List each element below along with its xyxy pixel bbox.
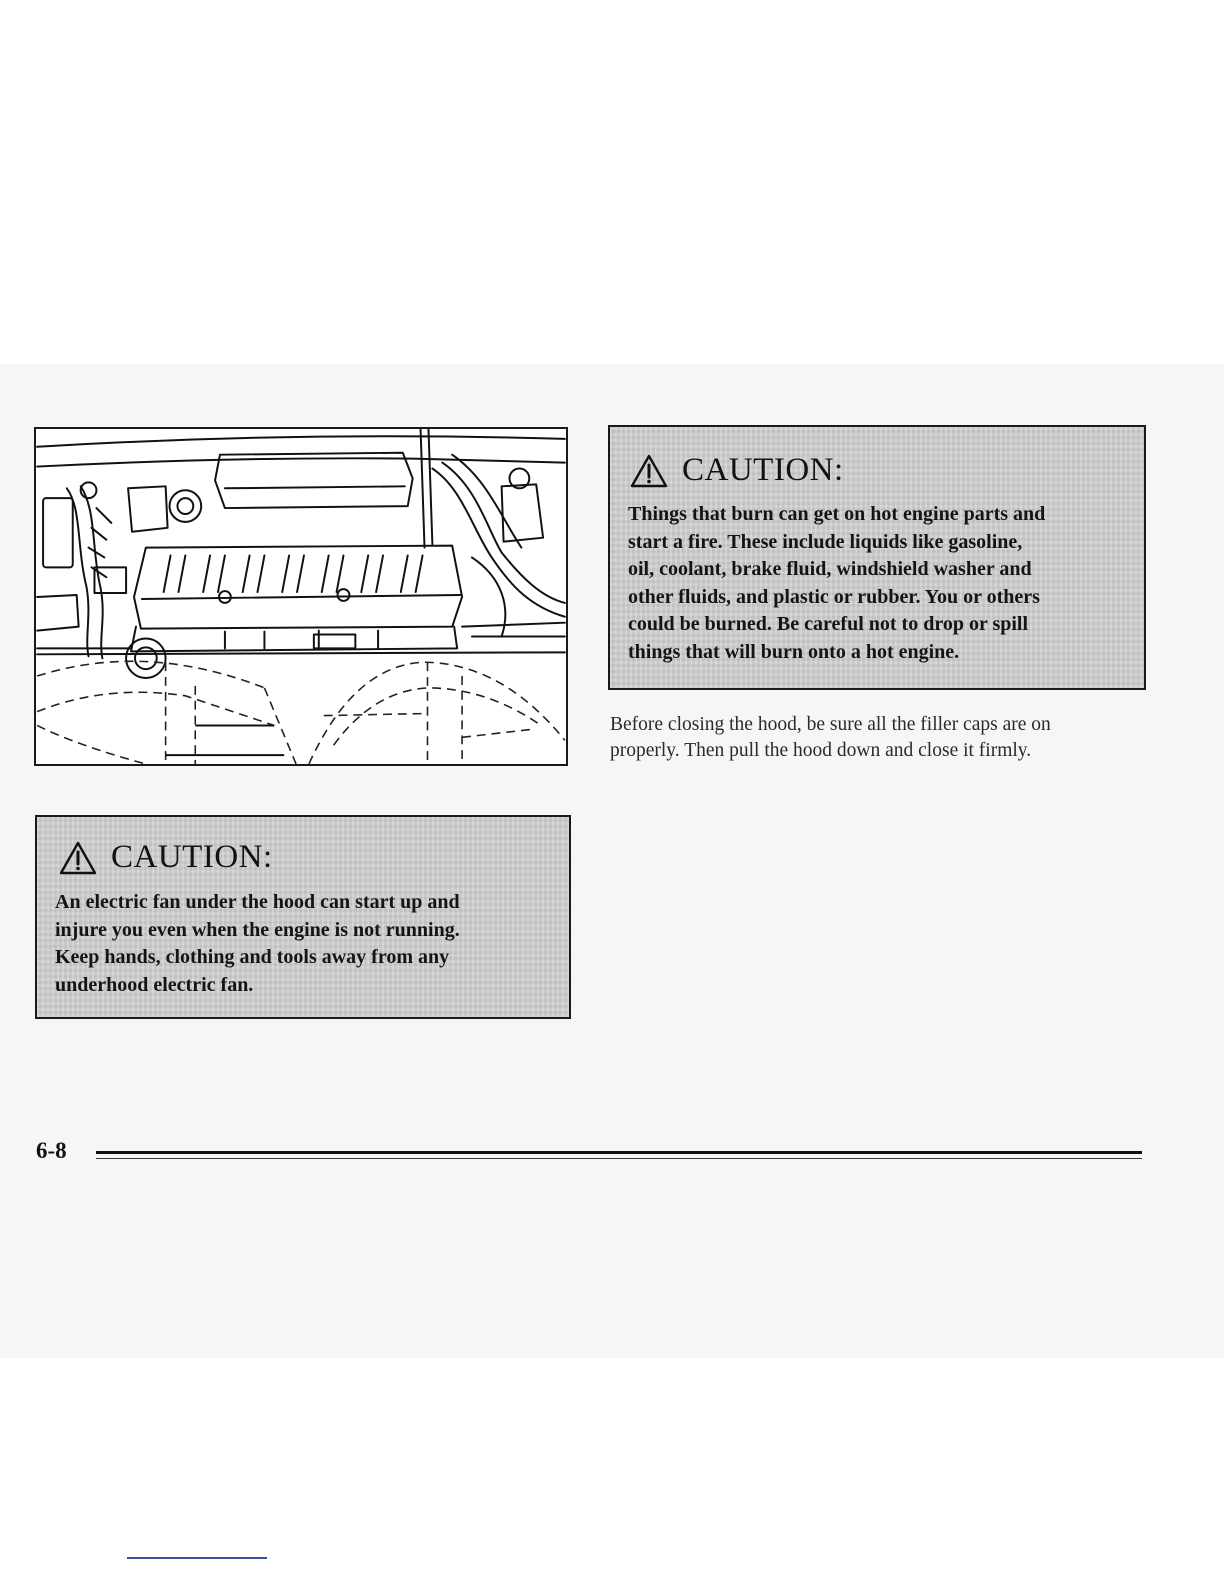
caution-line: other fluids, and plastic or rubber. You or others — [628, 585, 1040, 608]
caution-line: injure you even when the engine is not running. — [55, 918, 460, 941]
body-line: Before closing the hood, be sure all the filler caps are on — [610, 714, 1051, 735]
engine-drawing-icon — [36, 429, 566, 764]
caution-line: things that will burn onto a hot engine. — [628, 640, 960, 663]
caution-box-fire-hazard — [608, 425, 1146, 690]
caution-heading — [59, 839, 273, 876]
caution-body-text — [628, 501, 1133, 666]
caution-line: start a fire. These include liquids like gasoline, — [628, 530, 1023, 553]
caution-heading-text: CAUTION: — [682, 452, 844, 488]
caution-line: underhood electric fan. — [55, 973, 254, 996]
warning-triangle-icon — [630, 454, 668, 488]
body-line: properly. Then pull the hood down and close it firmly. — [610, 740, 1032, 761]
caution-box-electric-fan — [35, 815, 571, 1019]
caution-heading — [630, 452, 844, 489]
caution-line: An electric fan under the hood can start up and — [55, 891, 460, 913]
caution-line: Things that burn can get on hot engine parts and — [628, 503, 1046, 525]
caution-heading-text: CAUTION: — [111, 839, 273, 875]
caution-body-text — [55, 889, 565, 999]
warning-triangle-icon — [59, 841, 97, 875]
page-number: 6-8 — [36, 1138, 67, 1163]
hood-closing-instructions — [610, 712, 1155, 764]
caution-line: oil, coolant, brake fluid, windshield washer and — [628, 558, 1032, 580]
footer-rule-thin — [96, 1158, 1142, 1159]
bottom-link-underline[interactable] — [127, 1557, 267, 1559]
footer-rule — [96, 1151, 1142, 1161]
footer-rule-thick — [96, 1151, 1142, 1154]
engine-compartment-illustration — [34, 427, 568, 766]
caution-line: Keep hands, clothing and tools away from any — [55, 946, 450, 968]
caution-line: could be burned. Be careful not to drop or spill — [628, 613, 1029, 635]
